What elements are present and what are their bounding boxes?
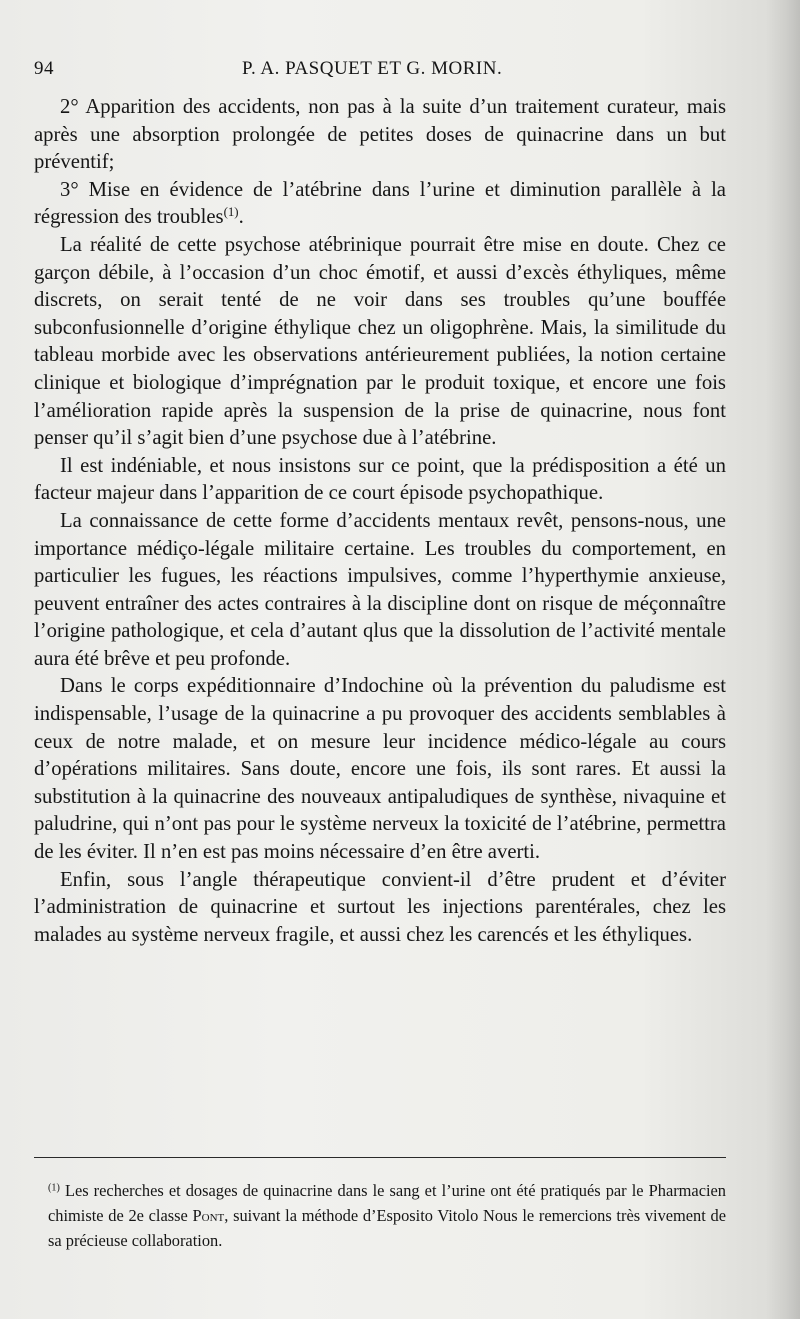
paragraph: La connaissance de cette forme d’accidents mentaux revêt, pensons-nous, une importance médiço-légale militaire certaine. Les troubles du comportement, en particulier les fugues, les réactions impulsives, comme l’hyperthymie anxieuse, peuvent entraîner des actes contraires à la discipline dont on risque de méçonnaître l’origine pathologique, et cela d’autant qlus que la dissolution de l’activité mentale aura été brêve et peu profonde. bbox=[34, 509, 726, 670]
body-text bbox=[34, 94, 726, 949]
paragraph-item-3-text: 3° Mise en évidence de l’atébrine dans l’urine et diminution parallèle à la régression des troubles bbox=[34, 178, 726, 229]
running-head-title: P. A. PASQUET ET G. MORIN. bbox=[242, 58, 503, 79]
paragraph-item-3 bbox=[34, 177, 726, 232]
footnote bbox=[48, 1178, 726, 1253]
footnote-reference: (1) bbox=[223, 205, 239, 220]
paragraph: Enfin, sous l’angle thérapeutique convient-il d’être prudent et d’éviter l’administration de quinacrine et surtout les injections parentérales, chez les malades au système nerveux fragile, et aussi chez les carencés et les éthyliques. bbox=[34, 868, 726, 946]
footnote-text-end: , suivant la méthode d’Esposito Vitolo Nous le remercions très vivement de sa précieuse collaboration. bbox=[48, 1206, 727, 1250]
paragraph: La réalité de cette psychose atébrinique pourrait être mise en doute. Chez ce garçon débile, à l’occasion d’un choc émotif, et aussi d’excès éthyliques, même discrets, on serait tenté de ne voir dans ses troubles qu’une bouffée subconfusionnelle d’origine éthylique chez un oligophrène. Mais, la similitude du tableau morbide avec les observations antérieurement publiées, la notion certaine clinique et biologique d’imprégnation par le produit toxique, et encore une fois l’amélioration rapide après la suspension de la prise de quinacrine, nous font penser qu’il s’agit bien d’une psychose due à l’atébrine. bbox=[34, 233, 726, 450]
page-edge-shadow bbox=[766, 0, 800, 1319]
paragraph: Il est indéniable, et nous insistons sur ce point, que la prédisposition a été un facteur majeur dans l’apparition de ce court épisode psychopathique. bbox=[34, 454, 726, 505]
footnote-person-name: Pont bbox=[192, 1206, 225, 1225]
footnote-marker: (1) bbox=[48, 1182, 60, 1194]
running-head bbox=[34, 58, 724, 84]
page-number: 94 bbox=[34, 58, 54, 79]
paragraph-item-2: 2° Apparition des accidents, non pas à la suite d’un traitement curateur, mais après une absorption prolongée de petites doses de quinacrine dans un but préventif; bbox=[34, 96, 726, 174]
paragraph: Dans le corps expéditionnaire d’Indochine où la prévention du paludisme est indispensable, l’usage de la quinacrine a pu provoquer des accidents semblables à ceux de notre malade, et on mesure leur incidence médico-légale au cours d’opérations militaires. Sans doute, encore une fois, ils sont rares. Et aussi la substitution à la quinacrine des nouveaux antipaludiques de synthèse, nivaquine et paludrine, qui n’ont pas pour le système nerveux la toxicité de l’atébrine, permettra de les éviter. Il n’en est pas moins nécessaire d’en être averti. bbox=[34, 675, 726, 864]
footnote-divider bbox=[34, 1157, 726, 1158]
paragraph-item-3-period: . bbox=[238, 206, 244, 229]
footnote-text-start: Les recherches et dosages de quinacrine dans le sang et l’urine ont été pratiqués par le Pharmacien chimiste de 2e classe bbox=[48, 1181, 726, 1225]
